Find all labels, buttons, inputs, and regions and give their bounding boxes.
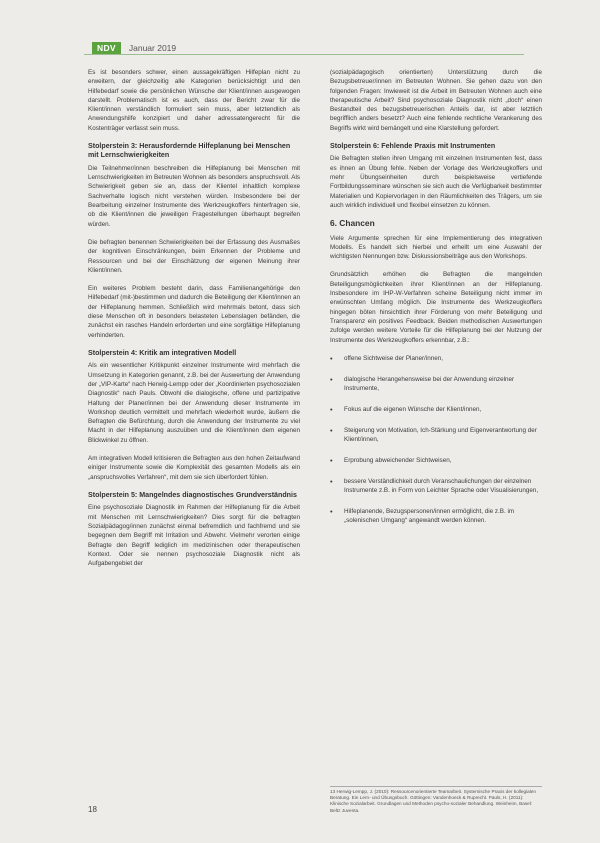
section-heading: Stolperstein 3: Herausfordernde Hilfeplanung bei Menschen mit Lernschwierigkeiten xyxy=(88,142,291,160)
section-heading: Stolperstein 5: Mangelndes diagnostisches Grundverständnis xyxy=(88,490,297,499)
list-item-text: offene Sichtweise der Planer/innen, xyxy=(344,354,443,362)
list-item xyxy=(330,375,542,394)
paragraph: Am integrativen Modell kritisieren die Befragten aus den hohen Zeitaufwand einiger Instrumente sowie die Komplexität des gesamten Modells als ein „anspruchsvolles Verfahren“, mit dem sie sich überfordert fühlen. xyxy=(88,455,300,481)
list-item xyxy=(330,354,542,364)
footnote: 13 Herwig-Lempp, J. (2010): Ressourcenorientierte Teamarbeit. Systemische Praxis der kollegialen Beratung. Ein Lern- und Übungsbuch. Göttingen: Vandenhoeck & Ruprecht. Pauls, H. (2011): Klinische Sozialarbeit. Grundlagen und Methoden psycho-sozialer Behandlung. Weinheim, Basel: Beltz Juventa. xyxy=(330,786,542,814)
right-column xyxy=(330,68,542,536)
paragraph: Als ein wesentlicher Kritikpunkt einzelner Instrumente wird mehrfach die Umsetzung in Kategorien genannt, z.B. bei der Auswertung der Anwendung der „VIP-Karte“ nach Herwig-Lempp oder der „Koordinierten psychosozialen Diagnostik“ nach Pauls. Obwohl die dialogische, offene und partizipative Haltung der Planer/innen bei der Anwendung dieser Instrumente im Workshop deutlich vermittelt und mehrfach wiederholt wurde, äußern die Befragten die Befürchtung, durch die Anwendung der Instrumente zu viel Macht in der Hilfeplanung auszuüben und die Klient/innen dem eigenen Blickwinkel zu öffnen. xyxy=(88,362,300,444)
left-column xyxy=(88,68,300,577)
list-item-text: Erprobung abweichender Sichtweisen, xyxy=(344,456,452,464)
list-item-text: dialogische Herangehensweise bei der Anwendung einzelner Instrumente, xyxy=(344,376,515,393)
paragraph: Die Teilnehmer/innen beschreiben die Hilfeplanung bei Menschen mit Lernschwierigkeiten im Betreuten Wohnen als besonders anspruchsvoll. Als Schwierigkeit geben sie an, dass der Klientel inhaltlich komplexe Sachverhalte logisch nicht verstehen würden. Insbesondere bei der Bearbeitung einzelner Instrumente des Werkzeugkoffers hinterfragen sie, ob die Klient/innen die jeweiligen Fragestellungen überhaupt begreifen würden. xyxy=(88,164,300,228)
paragraph: Viele Argumente sprechen für eine Implementierung des integrativen Modells. Es handelt sich hierbei und erhellt um eine Auswahl der wichtigsten Nennungen bzw. Diskussionsbeiträge aus den Workshops. xyxy=(330,234,542,261)
page-number: 18 xyxy=(88,805,97,814)
list-item-text: bessere Verständlichkeit durch Veranschaulichungen der einzelnen Instrumente z.B. in Form von Leichter Sprache oder Visualisierungen, xyxy=(344,477,539,495)
bullet-icon xyxy=(330,477,344,496)
paragraph: Eine psychosoziale Diagnostik im Rahmen der Hilfeplanung für die Arbeit mit Menschen mit Lernschwierigkeiten? Dies sorgt für die befragten Sozialpädagog/innen zunächst einmal befremdlich und fachfremd und sie begegnen dem Begriff mit Irritation und Abwehr. Vielmehr verorten einige Befragte den Begriff lediglich im medizinischen oder therapeutischen Kontext. Oder sie nennen psychosoziale Diagnostik nicht als Aufgabengebiet der xyxy=(88,504,300,568)
list-item xyxy=(330,477,542,496)
paragraph: (sozialpädagogisch orientierten) Unterstützung durch die Bezugsbetreuer/innen im Betreuten Wohnen. Sie gehen dazu von den folgenden Fragen: Inwieweit ist die Arbeit im Betreuten Wohnen auch eine therapeutische Arbeit? Sind psychosoziale Diagnostik nicht „doch“ einen Bestandteil des bezugsbetreuerischen Anteils dar, ist aber letztlich begrifflich anders besetzt? Auch eine fehlende rechtliche Verankerung des Begriffs wirkt wird bemängelt und eine Klarstellung gefordert. xyxy=(330,69,542,132)
paragraph: Ein weiteres Problem besteht darin, dass Familienangehörige den Hilfebedarf (mit-)bestimmen und dadurch die Beteiligung der Klient/innen an der Hilfeplanung hemmen. Schließlich wird mehrmals betont, dass sich diese Menschen oft in besonders belasteten Lebenslagen befänden, die zunächst ein rasches Handeln erforderten und eine sorgfältige Hilfeplanung verhinderten. xyxy=(88,285,300,339)
bullet-icon xyxy=(330,507,344,526)
paragraph: Grundsätzlich erhöhen die Befragten die mangelnden Beteiligungsmöglichkeiten ihrer Klient/innen an der Hilfeplanung. Insbesondere im IHP-W-Verfahren scheine Beteiligung nicht immer im erwünschten Umfang möglich. Die Instrumente des Werkzeugkoffers hingegen böten hinsichtlich ihrer Förderung von mehr Beteiligung und Transparenz ein positives Feedback. Beiden methodischen Auswertungen zufolge werden weitere Vorteile für die Hilfeplanung bei der Nutzung der Instrumente des Werkzeugkoffers erkennbar, z.B.: xyxy=(330,271,542,344)
section-heading: Stolperstein 6: Fehlende Praxis mit Instrumenten xyxy=(330,142,496,151)
section-heading: Stolperstein 4: Kritik am integrativen Modell xyxy=(88,348,237,357)
bullet-icon xyxy=(330,354,344,364)
publication-badge: NDV xyxy=(92,42,121,54)
list-item xyxy=(330,456,542,466)
list-item xyxy=(330,507,542,526)
paragraph: Die befragten benennen Schwierigkeiten bei der Erfassung des Ausmaßes der kognitiven Einschränkungen, beim Erkennen der Probleme und Ressourcen und bei der Einschätzung der eigenen Meinung ihrer Klient/innen. xyxy=(88,238,300,274)
header-rule xyxy=(84,54,524,55)
bullet-icon xyxy=(330,426,344,445)
issue-date: Januar 2019 xyxy=(128,43,177,53)
paragraph: Es ist besonders schwer, einen aussagekräftigen Hilfeplan nicht zu erweitern, der gleichzeitig alle Kategorien berücksichtigt und den Hilfebedarf sowie die persönlichen Wünsche der Klient/innen ausgewogen darstellt. Problematisch ist es auch, dass der Bericht zwar für die Klient/innen verständlich formuliert sein muss, aber letztendlich als Anwendungshilfe konzipiert und daher adressatengerecht für die Kostenträger verfasst sein muss. xyxy=(88,69,300,132)
bullet-icon xyxy=(330,456,344,466)
list-item-text: Fokus auf die eigenen Wünsche der Klient/innen, xyxy=(344,405,482,413)
advantages-list xyxy=(330,354,542,525)
list-item xyxy=(330,405,542,415)
running-header xyxy=(92,42,176,54)
list-item-text: Hilfeplanende, Bezugspersonen/innen ermöglicht, die z.B. im „solenischen Umgang“ angewandt werden können. xyxy=(344,507,515,524)
bullet-icon xyxy=(330,405,344,415)
bullet-icon xyxy=(330,375,344,394)
list-item-text: Steigerung von Motivation, Ich-Stärkung und Eigenverantwortung der Klient/innen, xyxy=(344,427,537,444)
list-item xyxy=(330,426,542,445)
paragraph: Die Befragten stellen ihren Umgang mit einzelnen Instrumenten fest, dass es ihnen an Übung fehle. Neben der Vorlage des Werkzeugkoffers und mehr Übungseinheiten durch beispielsweise vertiefende Fortbildungsseminare wünschen sie sich auch die Verfügbarkeit bestimmter Materialien und Kopiervorlagen in den Räumlichkeiten des Trägers, um sie auch wirklich individuell und flexibel einsetzen zu können. xyxy=(330,155,542,209)
chapter-heading: 6. Chancen xyxy=(330,218,375,229)
